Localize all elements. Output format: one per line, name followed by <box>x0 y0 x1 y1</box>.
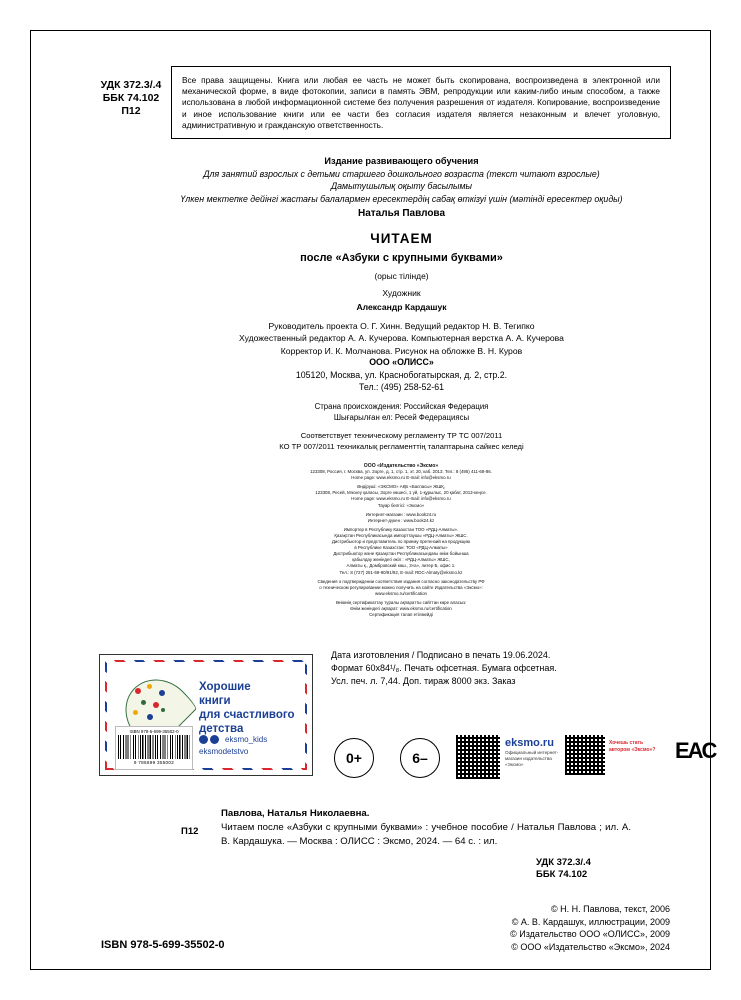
credits-line-2: Художественный редактор А. А. Кучерова. Компьютерная верстка А. А. Кучерова <box>239 333 564 344</box>
fine-print-line-20: www.eksmo.ru/certification <box>375 590 427 596</box>
social-handle: eksmo_kids <box>225 735 268 745</box>
fine-print-line-13: в Республике Казахстан: ТОО «РДЦ-Алматы» <box>354 545 448 551</box>
fine-print-line-18: Сведения о подтверждении соответствия издания согласно законодательству РФ <box>317 578 485 584</box>
fine-print-line-17: Тел.: 8 (727) 251-59-90/91/92, E-mail: RDC-Almaty@eksmo.kz <box>339 569 463 575</box>
series-line-4: Үлкен мектепке дейінгі жастағы балалармен ересектердің сабақ өткізуі үшін (мәтінді ересектер оқиды) <box>180 193 623 204</box>
fine-print-block <box>181 463 621 618</box>
credits-line-3: Корректор И. К. Молчанова. Рисунок на обложке В. Н. Куров <box>280 345 523 356</box>
copyright-line-2: © А. В. Кардашук, иллюстрации, 2009 <box>511 916 670 927</box>
fine-print-line-2: 123308, Россия, г. Москва, ул. Зорге, д. 1, стр. 1, эт. 20, каб. 2013. Тел.: 8 (495) 411-68-86. <box>310 469 492 475</box>
fine-print-line-10: Импортер в Республику Казахстан ТОО «РДЦ-Алматы». <box>343 526 459 532</box>
fine-print-line-15: қабылдау жөніндегі өкіл : «РДЦ-Алматы» ЖШС, <box>352 557 450 563</box>
sticker-inner <box>107 662 305 768</box>
language-note: (орыс тілінде) <box>374 271 429 281</box>
author-name: Наталья Павлова <box>357 208 446 219</box>
fine-print-line-8: Интернет-магазин : www.book24.ru <box>365 511 437 517</box>
social-icons <box>199 734 221 746</box>
eac-mark-icon: EAC <box>675 738 716 763</box>
fine-print-line-4: Өндіруші: «ЭКСМО» АҚБ «Баспасы» ЖШҚ, <box>356 484 446 490</box>
qr-code-author[interactable] <box>565 735 605 775</box>
series-line-2: Для занятий взрослых с детьми старшего дошкольного возраста (текст читают взрослые) <box>203 168 600 179</box>
social-site: eksmodetstvo <box>199 747 249 757</box>
cip-body: Читаем после «Азбуки с крупными буквами» : учебное пособие / Наталья Павлова ; ил. А. В. Кардашука. — Москва : ОЛИСС : Эксмо, 2024. — 64 с. : ил. <box>221 822 631 847</box>
age-mark-ru: 0+ <box>334 738 374 778</box>
fine-print-line-21: Өнімнің сертификаттау туралы ақпаратты сайттан көре аласыз: <box>335 599 467 605</box>
copyright-line-3: © Издательство ООО «ОЛИСС», 2009 <box>510 929 670 939</box>
book-subtitle: после «Азбуки с крупными буквами» <box>300 252 503 264</box>
origin-ru: Страна происхождения: Российская Федерация <box>314 402 489 411</box>
fine-print-line-19: о техническом регулировании можно получить на сайте Издательства «Эксмо»: <box>319 584 483 590</box>
tech-reg-kz: КО ТР 007/2011 техникалық регламенттің талаптарына сайкес келеді <box>279 441 524 451</box>
print-format: Формат 60х84¹/₈. Печать офсетная. Бумага офсетная. <box>331 663 557 673</box>
cip-index: П12 <box>181 826 199 837</box>
sticker-line-2: книги <box>199 695 231 707</box>
print-run: Усл. печ. л. 7,44. Доп. тираж 8000 экз. Заказ <box>331 676 516 686</box>
good-books-sticker <box>99 654 313 776</box>
bbk-code: ББК 74.102 <box>102 92 160 104</box>
author-promo-label: Хочешь стать автором «Эксмо»? <box>609 740 656 753</box>
publisher-phone: Тел.: (495) 258-52-61 <box>358 382 445 393</box>
cip-record <box>221 807 631 849</box>
publisher-block <box>131 356 672 394</box>
origin-kz: Шығарылған ел: Ресей Федерациясы <box>333 413 470 422</box>
fine-print-line-3: Home page: www.eksmo.ru E-mail: info@eksmo.ru <box>351 475 451 481</box>
sticker-line-1: Хорошие <box>199 681 251 693</box>
fine-print-line-22: Өнім жөніндегі ақпарат: www.eksmo.ru/certification <box>350 605 452 611</box>
sticker-social <box>199 734 267 758</box>
artist-label: Художник <box>382 288 421 298</box>
sticker-slogan <box>199 680 305 736</box>
cip-udk-code: УДК 372.3/.4 <box>536 857 591 868</box>
age-mark-kz: 6– <box>400 738 440 778</box>
fine-print-line-7: Тауар белгісі: «Эксмо» <box>377 502 425 508</box>
publisher-address: 105120, Москва, ул. Краснобогатырская, д. 2, стр.2. <box>295 369 508 380</box>
tech-reg-ru: Соответствует техническому регламенту ТР ТС 007/2011 <box>300 431 503 440</box>
sticker-line-4: детства <box>199 723 244 735</box>
series-line-1: Издание развивающего обучения <box>324 156 479 166</box>
fine-print-line-5: 123308, Ресей, Мәскеу қаласы, Зорге көшесі, 1 үй, 1-құрылыс, 20 қабат, 2013-кеңсе. <box>315 490 487 496</box>
fine-print-line-23: Сертификация талап етілмейді <box>369 612 433 618</box>
series-info <box>131 155 672 205</box>
barcode-digits: 9 785699 355002 <box>133 760 175 765</box>
shop-site: eksmo.ru <box>505 737 554 749</box>
book-title-block <box>131 231 672 281</box>
fine-print-line-11: Қазақстан Республикасында импорттаушы «РДЦ-Алматы» ЖШС. <box>334 532 468 538</box>
fine-print-line-1: ООО «Издательство «Эксмо» <box>363 463 439 469</box>
credits-line-1: Руководитель проекта О. Г. Хинн. Ведущий редактор Н. В. Тегипко <box>268 320 535 331</box>
copyright-line-1: © Н. Н. Павлова, текст, 2006 <box>551 904 670 914</box>
barcode-isbn-label: ISBN 978-5-699-35502-0 <box>129 729 179 734</box>
copyright-block <box>350 903 670 953</box>
fine-print-line-14: Дистрибьютор және Қазақстан Республикасындағы өнім бойынша <box>333 551 469 557</box>
print-date: Дата изготовления / Подписано в печать 19.06.2024. <box>331 650 551 660</box>
cip-bbk-code: ББК 74.102 <box>536 869 588 880</box>
page-sheet <box>30 30 716 970</box>
tech-regulation-block <box>131 431 672 452</box>
rights-notice: Все права защищены. Книга или любая ее часть не может быть скопирована, воспроизведена в электронной или механической форме, в виде фотокопии, записи в память ЭВМ, репродукции или каким-либо иным способом, а также использована в любой информационной системе без получения разрешения от издателя. Копирование, воспроизведение и иное использование книги или ее части без согласия издателя является незаконным и влечет уголовную, административную и гражданскую ответственность. <box>171 66 671 139</box>
qr-code-shop[interactable] <box>456 735 500 779</box>
print-data-block <box>331 649 581 688</box>
cip-classification <box>536 857 666 881</box>
barcode-bars <box>118 735 190 759</box>
book-title: ЧИТАЕМ <box>370 231 433 246</box>
artist-name: Александр Кардашук <box>356 302 447 313</box>
fine-print-line-12: Дистрибьютор и представитель по приему претензий на продукцию <box>331 539 471 545</box>
cip-author: Павлова, Наталья Николаевна. <box>221 808 370 819</box>
copyright-line-4: © ООО «Издательство «Эксмо», 2024 <box>511 941 670 952</box>
sticker-line-3: для счастливого <box>199 709 295 721</box>
publisher-name: ООО «ОЛИСС» <box>369 357 434 367</box>
fine-print-line-6: Home page: www.eksmo.ru E-mail: info@eksmo.ru <box>351 496 451 502</box>
shop-site-sub: Официальный интернет-магазин издательства «Эксмо» <box>505 750 559 767</box>
fine-print-line-9: Интернет-дүкен : www.book24.kz <box>367 517 435 523</box>
isbn-text: ISBN 978-5-699-35502-0 <box>101 939 225 951</box>
udk-code: УДК 372.3/.4 <box>100 79 162 91</box>
credits-block <box>131 287 672 357</box>
origin-block <box>131 401 672 423</box>
fine-print-line-16: Алматы қ., Домбровский көш., 3«а», литер Б, офис 1. <box>346 563 456 569</box>
shop-label <box>505 738 563 768</box>
isbn-barcode <box>115 726 193 770</box>
series-line-3: Дамытушылық оқыту басылымы <box>330 181 473 191</box>
catalog-index: П12 <box>121 105 141 117</box>
